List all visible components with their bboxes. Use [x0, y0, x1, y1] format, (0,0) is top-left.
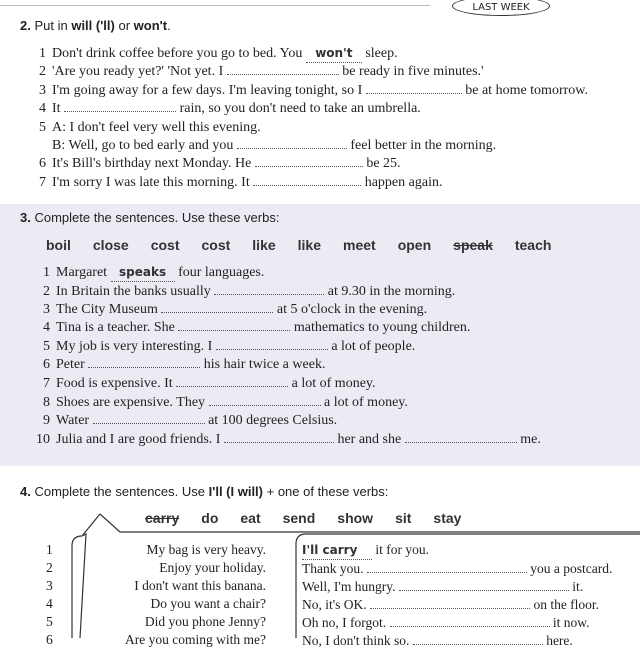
response: No, it's OK. on the floor. [302, 597, 600, 612]
ex3-item-7: 7 Food is expensive. It a lot of money. [43, 376, 376, 391]
answer-blank[interactable] [367, 562, 527, 573]
ex4-instruction: 4. Complete the sentences. Use I'll (I will) + one of these verbs: [20, 484, 389, 499]
ex2-item-6: 6 It's Bill's birthday next Monday. He be 25. [39, 156, 401, 171]
ex3-item-10: 10 Julia and I are good friends. I her and she me. [36, 432, 541, 447]
answer-blank[interactable] [224, 432, 334, 443]
answer-blank[interactable] [370, 598, 530, 609]
answer-blank[interactable] [405, 432, 517, 443]
prompt: Are you coming with me? [125, 632, 266, 647]
ex3-item-8: 8 Shoes are expensive. They a lot of money. [43, 395, 408, 410]
answer-blank[interactable] [399, 580, 569, 591]
answer-blank[interactable]: speaks [111, 265, 175, 282]
ex3-item-2: 2 In Britain the banks usually at 9.30 in the morning. [43, 284, 456, 299]
verb: sit [395, 510, 412, 526]
answer-blank[interactable]: won't [306, 46, 362, 63]
ex2-item-2: 2 'Are you ready yet?' 'Not yet. I be ready in five minutes.' [39, 64, 484, 79]
verb: meet [343, 237, 376, 253]
ex4-verb-list [145, 510, 483, 528]
answer-blank[interactable] [88, 357, 200, 368]
answer-blank[interactable] [161, 302, 273, 313]
ex3-item-1: 1 Margaret speaks four languages. [43, 265, 265, 280]
response: Oh no, I forgot. it now. [302, 615, 590, 630]
answer-blank[interactable] [227, 64, 339, 75]
prompt: Did you phone Jenny? [144, 614, 266, 629]
verb: teach [514, 237, 552, 253]
answer-blank[interactable] [390, 616, 550, 627]
ex3-verb-list [46, 237, 573, 255]
ex2-item-4: 4 It rain, so you don't need to take an umbrella. [39, 101, 421, 116]
response: Well, I'm hungry. it. [302, 579, 584, 594]
answer-blank[interactable] [209, 395, 321, 406]
answer-blank[interactable] [214, 284, 324, 295]
answer-blank[interactable] [253, 175, 361, 186]
answer-blank[interactable] [93, 413, 205, 424]
answer-blank[interactable] [178, 320, 290, 331]
answer-blank[interactable] [64, 101, 176, 112]
answer-blank[interactable] [413, 634, 543, 645]
answer-blank[interactable] [237, 138, 347, 149]
prompt: Do you want a chair? [150, 596, 266, 611]
verb: eat [240, 510, 261, 526]
top-rule [0, 5, 430, 6]
ex3-item-4: 4 Tina is a teacher. She mathematics to young children. [43, 320, 471, 335]
ex2-item-5b: B: Well, go to bed early and you feel better in the morning. [52, 138, 497, 153]
ex3-item-6: 6 Peter his hair twice a week. [43, 357, 326, 372]
ex3-item-9: 9 Water at 100 degrees Celsius. [43, 413, 338, 428]
ex2-item-1: 1 Don't drink coffee before you go to bed. You won't sleep. [39, 46, 398, 61]
ex4-prompts [80, 541, 266, 649]
verb: cost [201, 237, 231, 253]
ex2-instruction: 2. Put in will ('ll) or won't. [20, 18, 171, 33]
verb-crossed: carry [145, 510, 180, 526]
answer-blank[interactable] [176, 376, 288, 387]
verb: boil [46, 237, 71, 253]
prompt: Enjoy your holiday. [159, 560, 266, 575]
answer-blank[interactable]: I'll carry [302, 541, 372, 560]
ex3-item-5: 5 My job is very interesting. I a lot of people. [43, 339, 416, 354]
verb: open [397, 237, 432, 253]
top-scribble: LAST WEEK [452, 0, 550, 16]
verb: do [201, 510, 219, 526]
ex4-responses [302, 541, 640, 650]
prompt: I don't want this banana. [134, 578, 266, 593]
verb: send [282, 510, 316, 526]
prompt: My bag is very heavy. [146, 542, 266, 557]
ex4-numbers: 1 2 3 4 5 6 [46, 542, 53, 647]
verb: show [337, 510, 374, 526]
verb: like [297, 237, 322, 253]
verb: cost [150, 237, 180, 253]
answer-blank[interactable] [366, 83, 462, 94]
answer-blank[interactable] [255, 156, 363, 167]
ex2-item-7: 7 I'm sorry I was late this morning. It happen again. [39, 175, 443, 190]
verb-crossed: speak [453, 237, 493, 253]
answer-blank[interactable] [216, 339, 328, 350]
response: Thank you. you a postcard. [302, 561, 613, 576]
response: I'll carry it for you. [302, 541, 640, 560]
ex3-instruction: 3. Complete the sentences. Use these verbs: [20, 210, 280, 225]
ex2-item-3: 3 I'm going away for a few days. I'm leaving tonight, so I be at home tomorrow. [39, 83, 588, 98]
response: No, I don't think so. here. [302, 633, 573, 648]
verb: stay [433, 510, 462, 526]
ex2-item-5a: 5 A: I don't feel very well this evening. [39, 120, 261, 135]
verb: close [92, 237, 129, 253]
ex3-item-3: 3 The City Museum at 5 o'clock in the evening. [43, 302, 428, 317]
verb: like [252, 237, 276, 253]
